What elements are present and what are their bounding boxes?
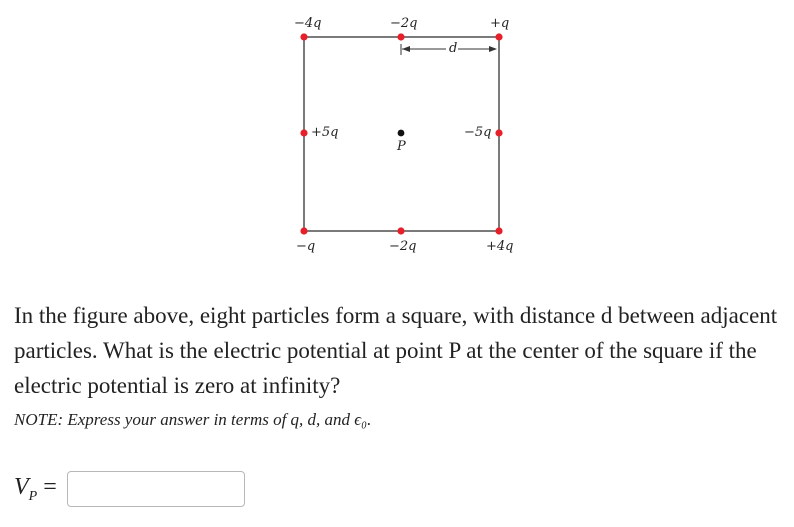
- answer-note: NOTE: Express your answer in terms of q, d, and ϵ₀.: [14, 410, 372, 429]
- label-dimension-d: d: [449, 41, 458, 56]
- answer-label: [14, 474, 57, 505]
- label-middle-left: +5q: [311, 125, 339, 140]
- label-top-right: +q: [490, 16, 510, 31]
- dimension-arrow-right: [489, 46, 497, 52]
- center-point-p: [398, 130, 405, 137]
- dimension-arrow-left: [402, 46, 410, 52]
- charge-top-middle: [397, 33, 404, 40]
- label-bottom-middle: −2q: [389, 239, 417, 254]
- charge-top-right: [495, 33, 502, 40]
- answer-label-eq: =: [37, 473, 57, 500]
- label-top-left: −4q: [294, 16, 322, 31]
- label-center-p: P: [397, 139, 406, 154]
- label-top-middle: −2q: [390, 16, 418, 31]
- label-bottom-left: −q: [296, 239, 316, 254]
- charge-middle-left: [300, 129, 307, 136]
- question-text: In the figure above, eight particles form a square, with distance d between adjacent particles. What is the electric potential at point P at the center of the square if the electric potential is zero at infinity?: [14, 303, 778, 398]
- charge-bottom-right: [495, 227, 502, 234]
- charge-bottom-middle: [397, 227, 404, 234]
- answer-label-var: V: [14, 473, 29, 500]
- label-middle-right: −5q: [464, 125, 492, 140]
- answer-label-sub: P: [28, 488, 38, 504]
- charge-bottom-left: [300, 227, 307, 234]
- answer-row: [14, 468, 245, 510]
- charge-middle-right: [495, 129, 502, 136]
- answer-input[interactable]: [67, 471, 245, 507]
- charge-top-left: [300, 33, 307, 40]
- label-bottom-right: +4q: [486, 239, 514, 254]
